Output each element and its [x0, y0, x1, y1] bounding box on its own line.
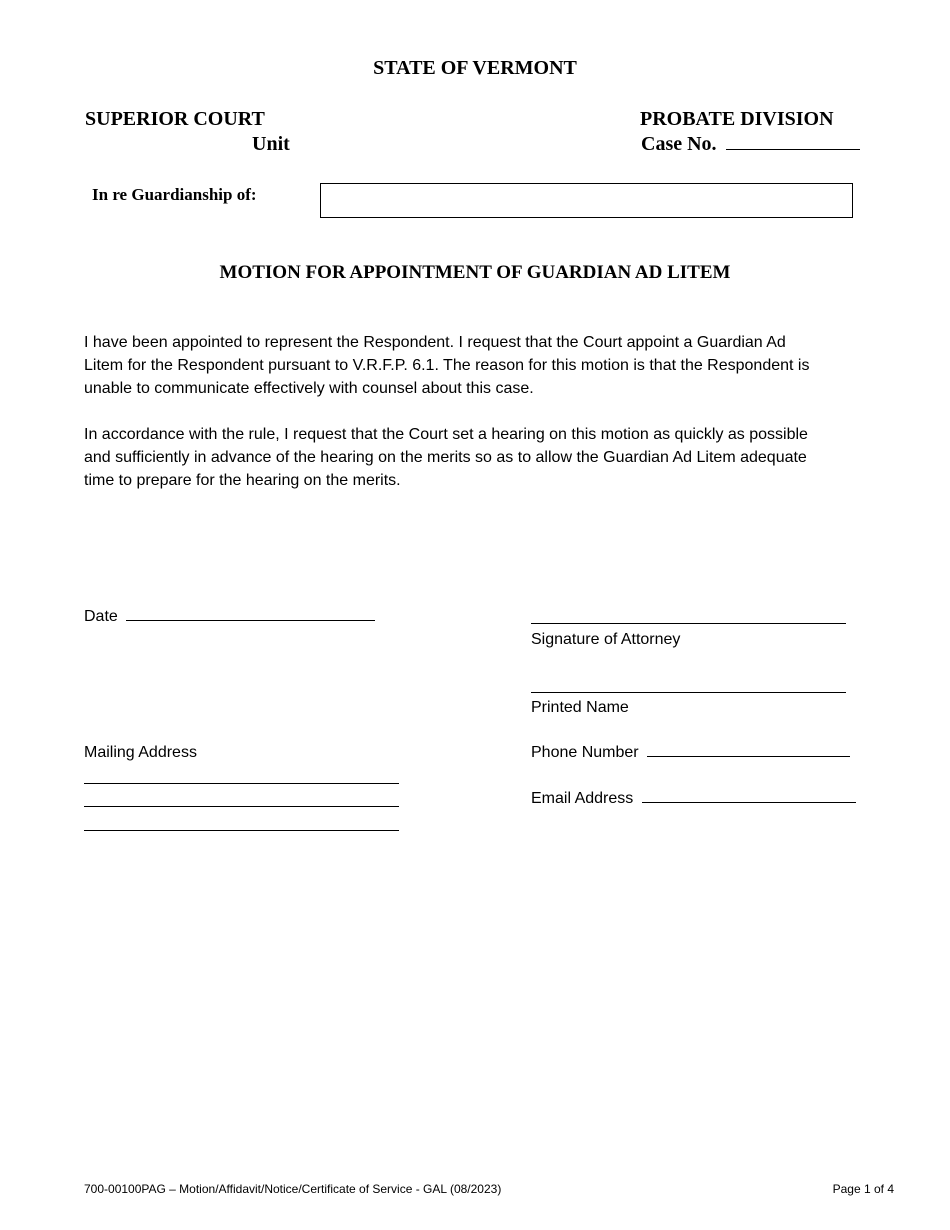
- mailing-address-line-3[interactable]: [84, 830, 399, 831]
- motion-title: MOTION FOR APPOINTMENT OF GUARDIAN AD LITEM: [219, 262, 731, 283]
- state-heading: STATE OF VERMONT: [373, 57, 577, 79]
- case-number-label: Case No.: [641, 133, 717, 155]
- court-name: SUPERIOR COURT: [85, 108, 265, 130]
- paragraph-2-line: In accordance with the rule, I request that the Court set a hearing on this motion as quickly as possible: [84, 426, 808, 443]
- date-label: Date: [84, 608, 118, 625]
- signature-line[interactable]: [531, 623, 846, 624]
- case-number-field[interactable]: [726, 134, 860, 150]
- paragraph-1-line: unable to communicate effectively with counsel about this case.: [84, 380, 534, 397]
- paragraph-1-line: Litem for the Respondent pursuant to V.R.F.P. 6.1. The reason for this motion is that the Respondent is: [84, 357, 810, 374]
- footer-page-number: Page 1 of 4: [832, 1182, 894, 1196]
- paragraph-1-line: I have been appointed to represent the Respondent. I request that the Court appoint a Guardian Ad: [84, 334, 786, 351]
- paragraph-2-line: and sufficiently in advance of the hearing on the merits so as to allow the Guardian Ad Litem adequate: [84, 449, 807, 466]
- printed-name-line[interactable]: [531, 692, 846, 693]
- unit-label: Unit: [252, 133, 290, 155]
- footer-form-id: 700-00100PAG – Motion/Affidavit/Notice/Certificate of Service - GAL (08/2023): [84, 1182, 502, 1196]
- printed-name-label: Printed Name: [531, 699, 629, 716]
- case-number: [641, 133, 860, 156]
- email-row: [531, 787, 856, 810]
- division-name: PROBATE DIVISION: [640, 108, 834, 130]
- mailing-address-label: Mailing Address: [84, 744, 197, 761]
- guardianship-label: In re Guardianship of:: [92, 185, 257, 204]
- email-label: Email Address: [531, 790, 634, 807]
- paragraph-1: [84, 331, 874, 400]
- date-row: [84, 605, 375, 628]
- mailing-address-line-1[interactable]: [84, 783, 399, 784]
- mailing-address-line-2[interactable]: [84, 806, 399, 807]
- phone-field[interactable]: [647, 741, 850, 757]
- guardianship-name-input[interactable]: [320, 183, 853, 218]
- signature-label: Signature of Attorney: [531, 631, 681, 648]
- email-field[interactable]: [642, 787, 856, 803]
- paragraph-2: [84, 423, 874, 492]
- date-field[interactable]: [126, 605, 375, 621]
- phone-label: Phone Number: [531, 744, 639, 761]
- phone-row: [531, 741, 850, 764]
- paragraph-2-line: time to prepare for the hearing on the merits.: [84, 472, 401, 489]
